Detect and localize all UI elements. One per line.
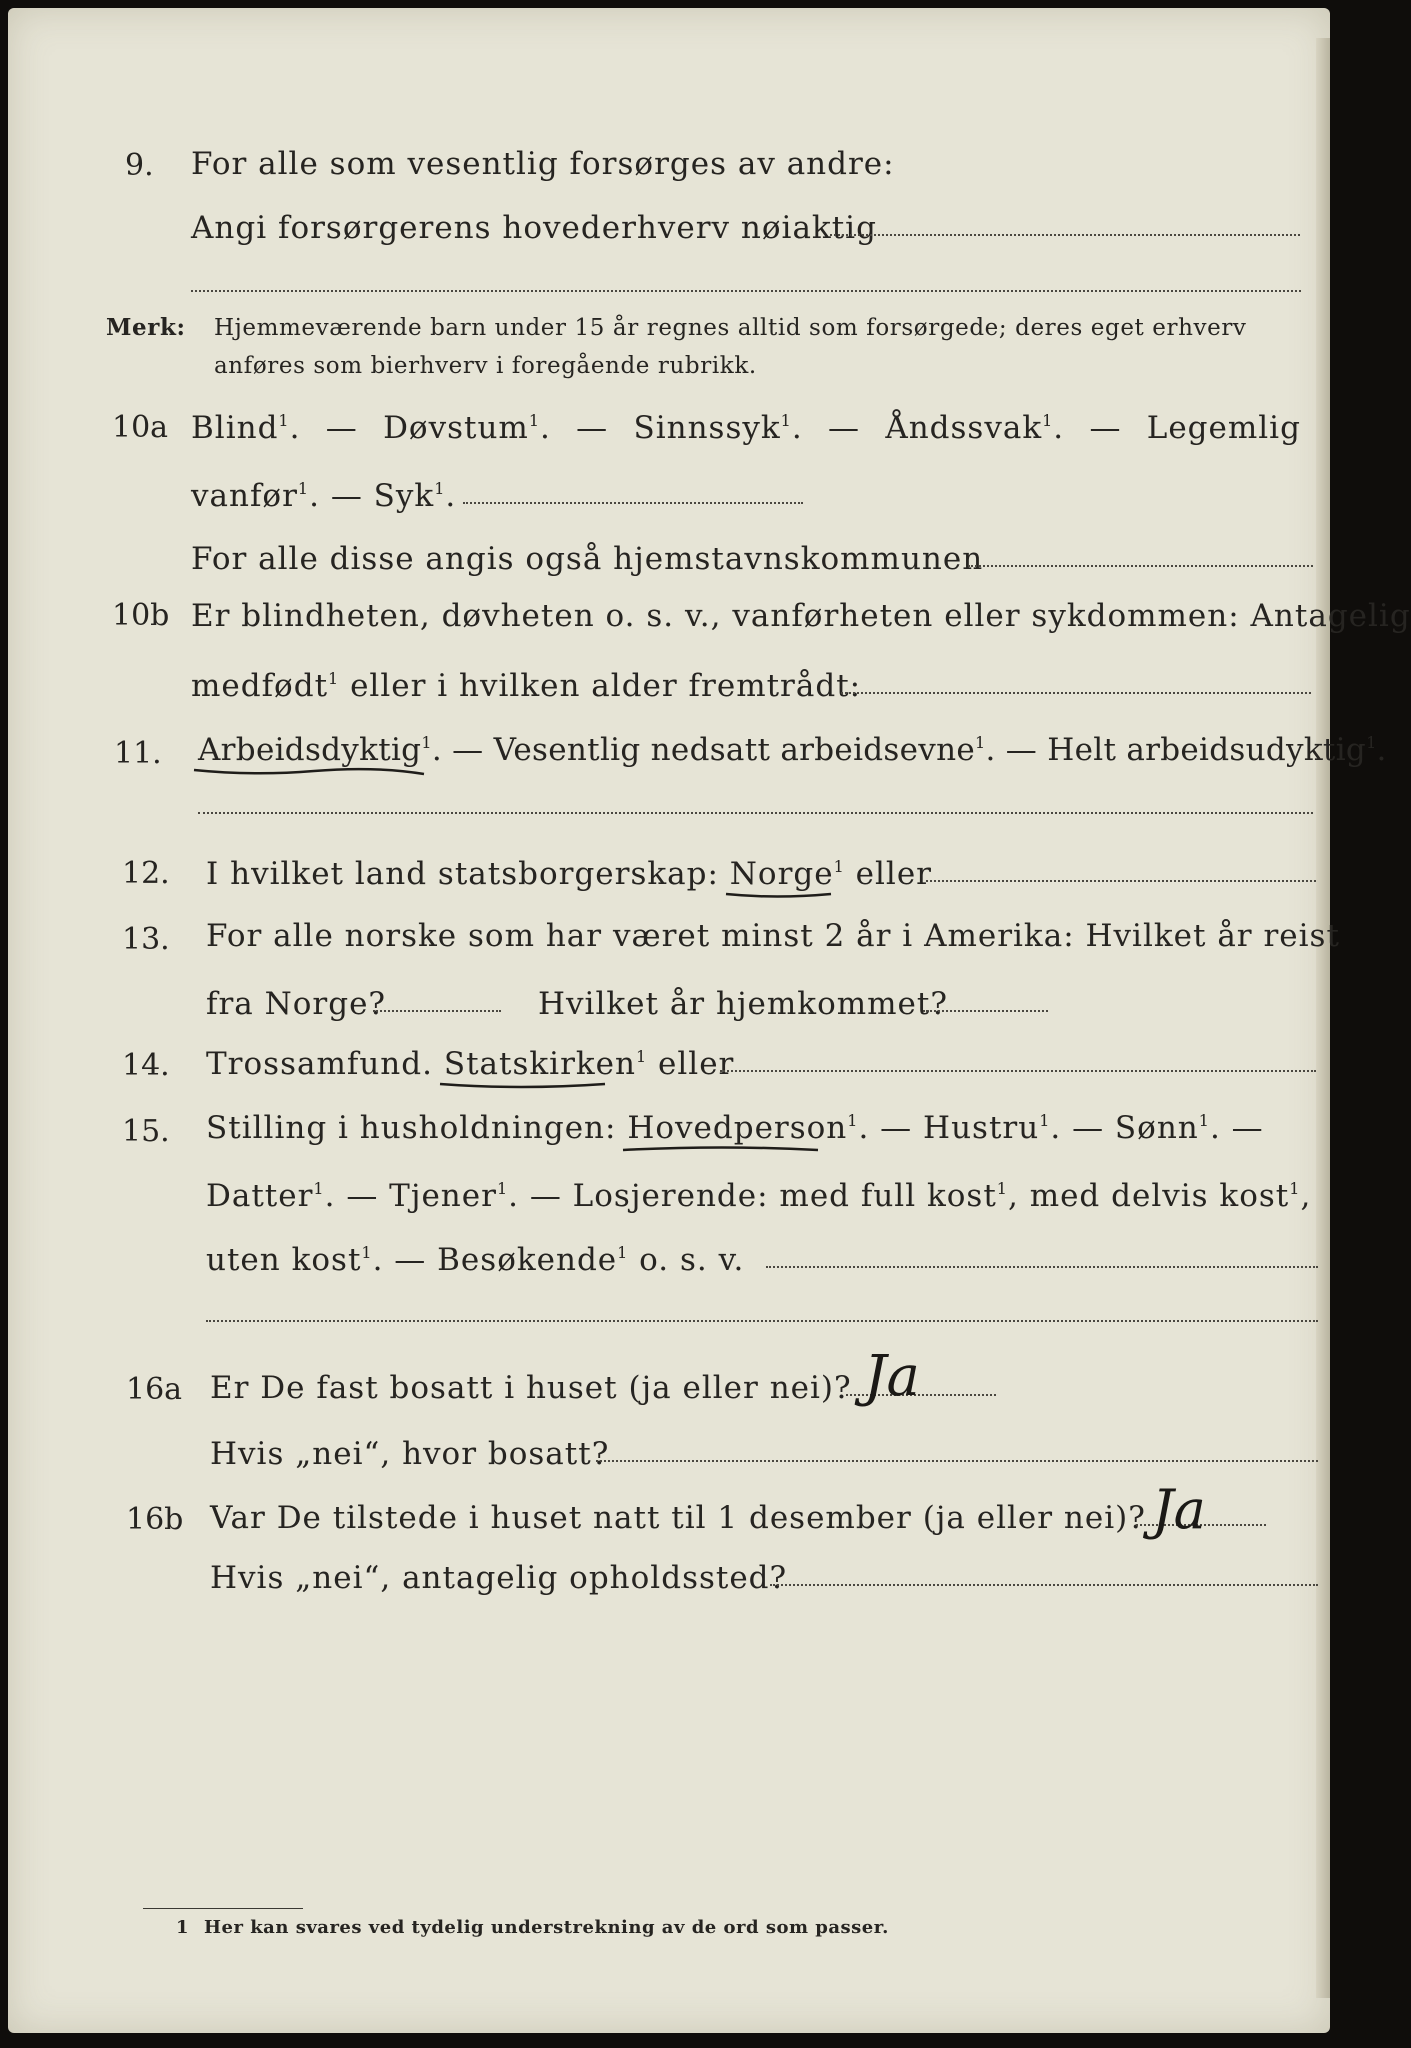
sup-1: 1 bbox=[361, 1243, 373, 1262]
q11-helt: . — Helt arbeidsudyktig bbox=[985, 732, 1367, 768]
q16a-number: 16a bbox=[126, 1372, 183, 1407]
q12-number: 12. bbox=[122, 856, 170, 891]
q10b-number: 10b bbox=[112, 598, 170, 633]
sup-1: 1 bbox=[996, 1179, 1008, 1198]
q10a-line1: Blind$^1$. — Døvstum$^1$. — Sinnssyk$^1$. — Åndssvak$^1$. — Legemlig bbox=[191, 410, 1301, 446]
sup-1: 1 bbox=[780, 411, 792, 430]
q10a-sinnssyk: Sinnssyk bbox=[633, 410, 781, 446]
page-edge bbox=[1316, 38, 1330, 1998]
q10a-hjemstavn-line bbox=[968, 565, 1313, 567]
sup-1: 1 bbox=[328, 669, 340, 688]
q13-hjemkommet-line bbox=[923, 1010, 1048, 1012]
q10a-legemlig: Legemlig bbox=[1146, 410, 1301, 446]
q10a-dovstum: Døvstum bbox=[383, 410, 529, 446]
sup-1: 1 bbox=[617, 1243, 629, 1262]
q11-number: 11. bbox=[114, 736, 162, 771]
footnote-text: Her kan svares ved tydelig understrekning av de ord som passer. bbox=[204, 1917, 889, 1938]
q11-answer-line bbox=[198, 812, 1313, 814]
q10a-line2: vanfør$^1$. — Syk$^1$. bbox=[191, 478, 457, 514]
underline-mark bbox=[726, 888, 836, 908]
q10a-line3: For alle disse angis også hjemstavnskommunen bbox=[191, 541, 984, 577]
q15-dash: . — bbox=[1209, 1110, 1264, 1146]
q15-tjener: . — Tjener bbox=[324, 1178, 497, 1214]
q10a-syk: Syk bbox=[373, 478, 435, 514]
q12-line bbox=[206, 854, 932, 894]
q11-line: Arbeidsdyktig$^1$ . — Vesentlig nedsatt arbeidsevne$^1$. — Helt arbeidsudyktig$^1$. bbox=[198, 730, 1387, 770]
q14-answer-line bbox=[720, 1070, 1316, 1072]
q14-eller: eller bbox=[647, 1046, 735, 1082]
q13-number: 13. bbox=[122, 922, 170, 957]
sup-1: 1 bbox=[528, 411, 541, 430]
sup-1: 1 bbox=[297, 479, 310, 498]
sup-1: 1 bbox=[1042, 411, 1054, 430]
q13-fra-norge: fra Norge? bbox=[206, 986, 387, 1022]
q15-line1 bbox=[206, 1108, 1264, 1148]
q15-sonn: . — Sønn bbox=[1050, 1110, 1199, 1146]
q12-norge: Norge bbox=[729, 856, 834, 892]
sup-1: 1 bbox=[421, 733, 432, 752]
q10b-line1: Er blindheten, døvheten o. s. v., vanførheten eller sykdommen: Antagelig bbox=[191, 598, 1411, 634]
q10a-andssvak: Åndssvak bbox=[885, 410, 1043, 446]
q15-datter: Datter bbox=[206, 1178, 314, 1214]
q12-eller: eller bbox=[844, 856, 932, 892]
sup-1: 1 bbox=[313, 1179, 325, 1198]
footnote-mark: 1 bbox=[176, 1917, 190, 1938]
q10b-line2 bbox=[191, 666, 861, 706]
q9-number: 9. bbox=[125, 148, 154, 183]
sup-1: 1 bbox=[833, 857, 845, 876]
q15-number: 15. bbox=[122, 1114, 170, 1149]
q9-line2: Angi forsørgerens hovederhverv nøiaktig bbox=[191, 210, 877, 246]
q10a-syk-line bbox=[463, 502, 803, 504]
q14-number: 14. bbox=[122, 1048, 170, 1083]
sup-1: 1 bbox=[1198, 1111, 1210, 1130]
q15-answer-line-2 bbox=[206, 1320, 1318, 1322]
q15-uten: uten kost bbox=[206, 1242, 362, 1278]
underline-mark bbox=[623, 1142, 823, 1162]
census-form-page bbox=[8, 8, 1411, 2033]
q9-answer-line-2 bbox=[191, 290, 1301, 292]
merk-line1: Hjemmeværende barn under 15 år regnes alltid som forsørgede; deres eget erhverv bbox=[214, 315, 1247, 341]
q16b-line1: Var De tilstede i huset natt til 1 desember (ja eller nei)? bbox=[210, 1500, 1146, 1536]
q11-vesentlig: . — Vesentlig nedsatt arbeidsevne bbox=[431, 732, 976, 768]
q16b-number: 16b bbox=[126, 1502, 184, 1537]
sup-1: 1 bbox=[635, 1047, 648, 1066]
q15-osv: o. s. v. bbox=[628, 1242, 745, 1278]
sup-1: 1 bbox=[434, 479, 446, 498]
merk-label: Merk: bbox=[106, 314, 186, 341]
q14-statskirken: Statskirken bbox=[443, 1046, 636, 1082]
q9-answer-line bbox=[830, 234, 1300, 236]
merk-line2: anføres som bierhverv i foregående rubrikk. bbox=[214, 353, 757, 379]
underline-mark bbox=[440, 1078, 610, 1098]
q11-arbeidsdyktig: Arbeidsdyktig bbox=[198, 732, 422, 768]
q11-arbeidsdyktig-underlined bbox=[198, 730, 432, 770]
q14-line bbox=[206, 1044, 734, 1084]
q16b-line2: Hvis „nei“, antagelig opholdssted? bbox=[210, 1560, 788, 1596]
q15-line3 bbox=[206, 1240, 744, 1280]
q15-besokende: . — Besøkende bbox=[372, 1242, 618, 1278]
q15-answer-line bbox=[766, 1266, 1318, 1268]
q13-line1: For alle norske som har været minst 2 år i Amerika: Hvilket år reist bbox=[206, 918, 1340, 954]
q15-losjerende: . — Losjerende: med full kost bbox=[508, 1178, 997, 1214]
q12-norge-underlined bbox=[730, 854, 834, 894]
q16a-line2: Hvis „nei“, hvor bosatt? bbox=[210, 1436, 610, 1472]
sup-1: 1 bbox=[1039, 1111, 1051, 1130]
sup-1: 1 bbox=[975, 733, 986, 752]
q12-answer-line bbox=[926, 880, 1316, 882]
q10b-medfodt: medfødt bbox=[191, 668, 329, 704]
q13-reist-line bbox=[373, 1010, 501, 1012]
footnote-rule bbox=[143, 1908, 303, 1909]
q14-prefix: Trossamfund. bbox=[206, 1046, 433, 1082]
q16a-bosatt-line bbox=[596, 1460, 1318, 1462]
q16b-opholdssted-line bbox=[770, 1584, 1318, 1586]
q15-hovedperson-underlined bbox=[627, 1108, 847, 1148]
q15-hovedperson: Hovedperson bbox=[627, 1110, 848, 1146]
sup-1: 1 bbox=[847, 1111, 859, 1130]
underline-mark bbox=[194, 764, 434, 784]
sup-1: 1 bbox=[1289, 1179, 1301, 1198]
q16a-line1: Er De fast bosatt i huset (ja eller nei)? bbox=[210, 1370, 852, 1406]
q15-delvis: , med delvis kost bbox=[1007, 1178, 1290, 1214]
q15-prefix: Stilling i husholdningen: bbox=[206, 1110, 617, 1146]
q10b-line2-rest: eller i hvilken alder fremtrådt: bbox=[339, 668, 862, 704]
q12-prefix: I hvilket land statsborgerskap: bbox=[206, 856, 719, 892]
sup-1: 1 bbox=[1366, 733, 1377, 752]
q9-line1: For alle som vesentlig forsørges av andre: bbox=[191, 146, 895, 182]
q14-statskirken-underlined bbox=[444, 1044, 636, 1084]
q16b-answer-handwritten: Ja bbox=[1152, 1478, 1206, 1541]
q10b-answer-line bbox=[841, 692, 1311, 694]
q10a-number: 10a bbox=[112, 410, 169, 445]
sup-1: 1 bbox=[278, 411, 290, 430]
q16a-answer-handwritten: Ja bbox=[864, 1344, 920, 1409]
q15-line2: Datter$^1$. — Tjener$^1$. — Losjerende: med full kost$^1$, med delvis kost$^1$, bbox=[206, 1178, 1312, 1214]
q10a-vanfor: vanfør bbox=[191, 478, 298, 514]
q15-hustru: . — Hustru bbox=[858, 1110, 1040, 1146]
q10a-blind: Blind bbox=[191, 410, 279, 446]
sup-1: 1 bbox=[496, 1179, 509, 1198]
q13-hjemkommet: Hvilket år hjemkommet? bbox=[538, 986, 948, 1022]
